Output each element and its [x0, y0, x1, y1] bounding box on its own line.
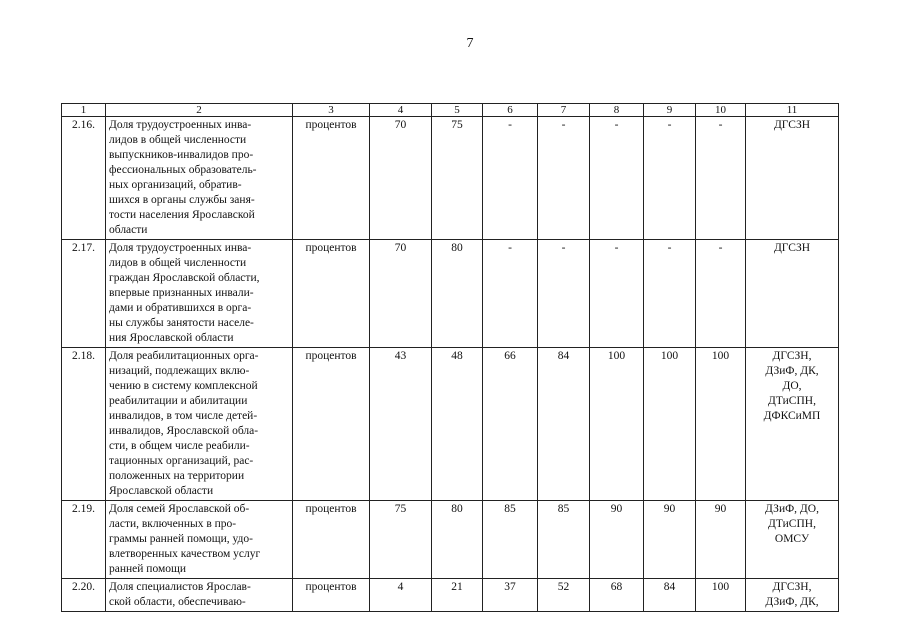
value-cell: 90: [696, 501, 746, 579]
value-cell: 90: [644, 501, 696, 579]
column-header: 8: [590, 104, 644, 117]
indicators-table: [61, 103, 839, 612]
text-line: Доля трудоустроенных инва-: [109, 242, 252, 254]
text-line: ДЗиФ, ДК,: [765, 596, 819, 608]
text-line: тационных организаций, рас-: [109, 455, 254, 467]
value-cell: 85: [483, 501, 538, 579]
table-row: [62, 579, 839, 612]
text-line: фессиональных образователь-: [109, 164, 257, 176]
unit-cell: процентов: [293, 117, 370, 240]
value-cell: -: [483, 117, 538, 240]
value-cell: 100: [590, 348, 644, 501]
text-line: реабилитации и абилитации: [109, 395, 248, 407]
value-cell: 70: [370, 240, 432, 348]
text-line: ДГСЗН: [773, 119, 811, 131]
text-line: ДФКСиМП: [763, 410, 821, 422]
text-line: ны службы занятости населе-: [109, 317, 254, 329]
text-line: ОМСУ: [774, 533, 810, 545]
executor-cell: [746, 501, 839, 579]
executor-cell: [746, 348, 839, 501]
text-line: влетворенных качеством услуг: [109, 548, 261, 560]
text-line: граммы ранней помощи, удо-: [109, 533, 253, 545]
text-line: Ярославской области: [109, 485, 214, 497]
table-row: [62, 501, 839, 579]
value-cell: 37: [483, 579, 538, 612]
column-header: 7: [538, 104, 590, 117]
value-cell: -: [696, 117, 746, 240]
indicator-name: [106, 348, 293, 501]
text-line: ДО,: [782, 380, 802, 392]
value-cell: 4: [370, 579, 432, 612]
column-header: 4: [370, 104, 432, 117]
value-cell: 80: [432, 501, 483, 579]
unit-cell: процентов: [293, 501, 370, 579]
text-line: ДГСЗН: [773, 242, 811, 254]
value-cell: 84: [538, 348, 590, 501]
unit-cell: процентов: [293, 579, 370, 612]
page-number: 7: [466, 36, 474, 51]
value-cell: -: [590, 240, 644, 348]
row-number: 2.16.: [62, 117, 106, 240]
indicator-name: [106, 117, 293, 240]
value-cell: -: [644, 240, 696, 348]
text-line: тости населения Ярославской: [109, 209, 255, 221]
text-line: дами и обратившихся в орга-: [109, 302, 252, 314]
text-line: Доля специалистов Ярослав-: [109, 581, 251, 593]
executor-cell: [746, 579, 839, 612]
table-row: [62, 348, 839, 501]
column-header: 9: [644, 104, 696, 117]
executor-cell: [746, 240, 839, 348]
text-line: ранней помощи: [109, 563, 187, 575]
text-line: ния Ярославской области: [109, 332, 234, 344]
value-cell: -: [590, 117, 644, 240]
value-cell: 80: [432, 240, 483, 348]
column-header: 1: [62, 104, 106, 117]
text-line: ДЗиФ, ДК,: [765, 365, 819, 377]
value-cell: 66: [483, 348, 538, 501]
row-number: 2.18.: [62, 348, 106, 501]
text-line: лидов в общей численности: [109, 134, 247, 146]
value-cell: 84: [644, 579, 696, 612]
indicator-name: [106, 240, 293, 348]
text-line: ДЗиФ, ДО,: [765, 503, 819, 515]
value-cell: 85: [538, 501, 590, 579]
column-header: 11: [746, 104, 839, 117]
value-cell: 68: [590, 579, 644, 612]
column-header: 3: [293, 104, 370, 117]
text-line: низаций, подлежащих вклю-: [109, 365, 250, 377]
text-line: Доля трудоустроенных инва-: [109, 119, 252, 131]
text-line: шихся в органы службы заня-: [109, 194, 255, 206]
text-line: инвалидов, Ярославской обла-: [109, 425, 259, 437]
value-cell: -: [696, 240, 746, 348]
value-cell: 100: [644, 348, 696, 501]
text-line: ласти, включенных в про-: [109, 518, 237, 530]
column-header: 10: [696, 104, 746, 117]
text-line: ДГСЗН,: [772, 581, 812, 593]
value-cell: 100: [696, 579, 746, 612]
column-header: 6: [483, 104, 538, 117]
value-cell: 43: [370, 348, 432, 501]
table-row: [62, 117, 839, 240]
row-number: 2.17.: [62, 240, 106, 348]
text-line: ДТиСПН,: [768, 395, 816, 407]
value-cell: 70: [370, 117, 432, 240]
row-number: 2.20.: [62, 579, 106, 612]
value-cell: 75: [432, 117, 483, 240]
text-line: ных организаций, обратив-: [109, 179, 242, 191]
value-cell: 52: [538, 579, 590, 612]
row-number: 2.19.: [62, 501, 106, 579]
indicator-name: [106, 501, 293, 579]
unit-cell: процентов: [293, 348, 370, 501]
column-header: 2: [106, 104, 293, 117]
value-cell: 48: [432, 348, 483, 501]
value-cell: -: [538, 240, 590, 348]
value-cell: 100: [696, 348, 746, 501]
text-line: чению в систему комплексной: [109, 380, 258, 392]
value-cell: 75: [370, 501, 432, 579]
text-line: впервые признанных инвали-: [109, 287, 254, 299]
text-line: граждан Ярославской области,: [109, 272, 260, 284]
text-line: ДГСЗН,: [772, 350, 812, 362]
text-line: ской области, обеспечиваю-: [109, 596, 246, 608]
executor-cell: [746, 117, 839, 240]
value-cell: 90: [590, 501, 644, 579]
text-line: положенных на территории: [109, 470, 245, 482]
unit-cell: процентов: [293, 240, 370, 348]
indicator-name: [106, 579, 293, 612]
text-line: Доля реабилитационных орга-: [109, 350, 259, 362]
value-cell: -: [538, 117, 590, 240]
text-line: сти, в общем числе реабили-: [109, 440, 250, 452]
text-line: Доля семей Ярославской об-: [109, 503, 250, 515]
value-cell: 21: [432, 579, 483, 612]
value-cell: -: [644, 117, 696, 240]
text-line: ДТиСПН,: [768, 518, 816, 530]
table-header-row: [62, 104, 839, 117]
column-header: 5: [432, 104, 483, 117]
text-line: инвалидов, в том числе детей-: [109, 410, 258, 422]
text-line: выпускников-инвалидов про-: [109, 149, 254, 161]
value-cell: -: [483, 240, 538, 348]
text-line: лидов в общей численности: [109, 257, 247, 269]
table-row: [62, 240, 839, 348]
text-line: области: [109, 224, 148, 236]
